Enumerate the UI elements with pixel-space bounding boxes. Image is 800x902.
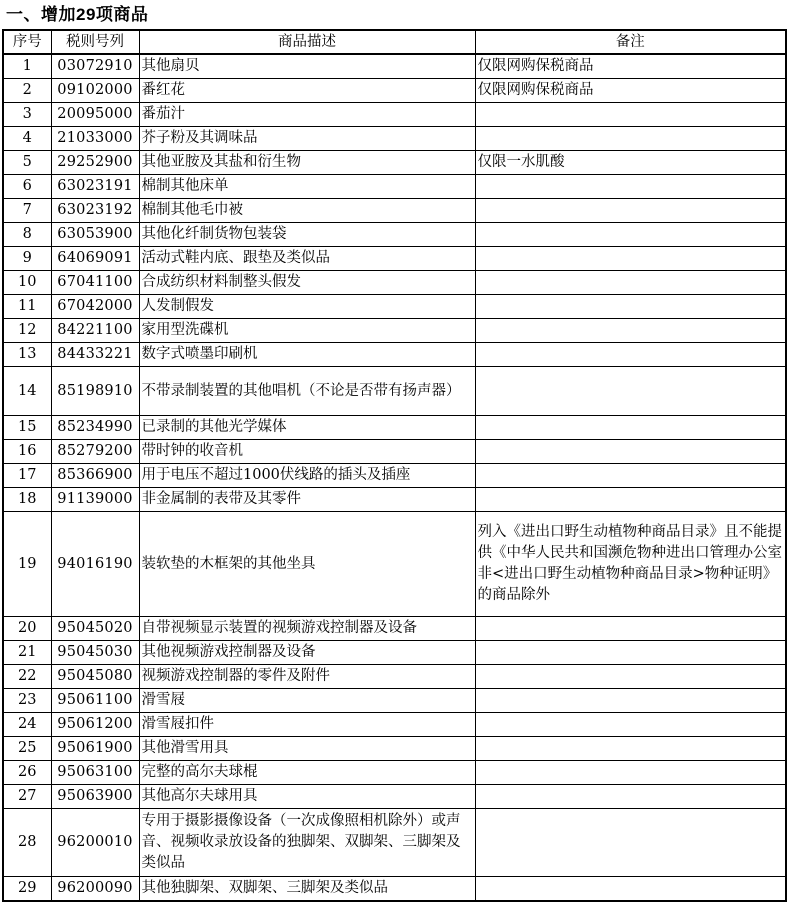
cell-no: 7 xyxy=(3,199,51,223)
cell-code: 95061900 xyxy=(51,737,139,761)
table-row xyxy=(3,665,786,689)
cell-code: 85234990 xyxy=(51,416,139,440)
cell-description: 棉制其他毛巾被 xyxy=(139,199,475,223)
cell-no: 5 xyxy=(3,151,51,175)
cell-description: 其他滑雪用具 xyxy=(139,737,475,761)
cell-no: 6 xyxy=(3,175,51,199)
cell-remark xyxy=(475,809,786,877)
table-row xyxy=(3,151,786,175)
table-row xyxy=(3,127,786,151)
cell-description: 装软垫的木框架的其他坐具 xyxy=(139,512,475,617)
cell-code: 09102000 xyxy=(51,79,139,103)
cell-description: 活动式鞋内底、跟垫及类似品 xyxy=(139,247,475,271)
cell-remark xyxy=(475,343,786,367)
cell-description: 合成纺织材料制整头假发 xyxy=(139,271,475,295)
page-title: 一、增加29项商品 xyxy=(6,5,149,24)
table-row xyxy=(3,223,786,247)
cell-no: 27 xyxy=(3,785,51,809)
cell-remark xyxy=(475,689,786,713)
cell-code: 84433221 xyxy=(51,343,139,367)
cell-code: 63053900 xyxy=(51,223,139,247)
cell-remark xyxy=(475,271,786,295)
cell-remark xyxy=(475,440,786,464)
cell-description: 芥子粉及其调味品 xyxy=(139,127,475,151)
cell-description: 不带录制装置的其他唱机（不论是否带有扬声器） xyxy=(139,367,475,416)
cell-remark xyxy=(475,319,786,343)
cell-code: 03072910 xyxy=(51,54,139,79)
cell-code: 21033000 xyxy=(51,127,139,151)
cell-remark xyxy=(475,464,786,488)
cell-no: 2 xyxy=(3,79,51,103)
cell-description: 家用型洗碟机 xyxy=(139,319,475,343)
cell-remark: 列入《进出口野生动植物种商品目录》且不能提供《中华人民共和国濒危物种进出口管理办公室非<进出口野生动植物种商品目录>物种证明》的商品除外 xyxy=(475,512,786,617)
cell-no: 21 xyxy=(3,641,51,665)
cell-description: 滑雪屐扣件 xyxy=(139,713,475,737)
cell-description: 用于电压不超过1000伏线路的插头及插座 xyxy=(139,464,475,488)
cell-code: 95061200 xyxy=(51,713,139,737)
table-row xyxy=(3,689,786,713)
table-row xyxy=(3,175,786,199)
cell-remark xyxy=(475,617,786,641)
cell-remark xyxy=(475,877,786,902)
cell-remark xyxy=(475,367,786,416)
cell-code: 95063900 xyxy=(51,785,139,809)
table-row xyxy=(3,809,786,877)
cell-remark xyxy=(475,295,786,319)
cell-description: 人发制假发 xyxy=(139,295,475,319)
cell-remark xyxy=(475,641,786,665)
cell-code: 95045030 xyxy=(51,641,139,665)
cell-no: 13 xyxy=(3,343,51,367)
cell-description: 视频游戏控制器的零件及附件 xyxy=(139,665,475,689)
cell-no: 17 xyxy=(3,464,51,488)
cell-description: 其他亚胺及其盐和衍生物 xyxy=(139,151,475,175)
table-row xyxy=(3,713,786,737)
cell-remark xyxy=(475,247,786,271)
cell-description: 专用于摄影摄像设备（一次成像照相机除外）或声音、视频收录放设备的独脚架、双脚架、三脚架及类似品 xyxy=(139,809,475,877)
table-row xyxy=(3,785,786,809)
cell-no: 26 xyxy=(3,761,51,785)
cell-description: 其他独脚架、双脚架、三脚架及类似品 xyxy=(139,877,475,902)
cell-code: 85279200 xyxy=(51,440,139,464)
table-row xyxy=(3,319,786,343)
cell-no: 28 xyxy=(3,809,51,877)
cell-description: 数字式喷墨印刷机 xyxy=(139,343,475,367)
table-row xyxy=(3,54,786,79)
cell-code: 95063100 xyxy=(51,761,139,785)
column-header-no: 序号 xyxy=(3,30,51,54)
cell-code: 63023192 xyxy=(51,199,139,223)
cell-code: 95045020 xyxy=(51,617,139,641)
cell-no: 12 xyxy=(3,319,51,343)
cell-description: 其他视频游戏控制器及设备 xyxy=(139,641,475,665)
cell-remark xyxy=(475,199,786,223)
cell-code: 67042000 xyxy=(51,295,139,319)
cell-code: 63023191 xyxy=(51,175,139,199)
table-row xyxy=(3,440,786,464)
table-row xyxy=(3,343,786,367)
cell-no: 29 xyxy=(3,877,51,902)
table-row xyxy=(3,103,786,127)
cell-description: 自带视频显示装置的视频游戏控制器及设备 xyxy=(139,617,475,641)
column-header-description: 商品描述 xyxy=(139,30,475,54)
cell-code: 67041100 xyxy=(51,271,139,295)
cell-remark xyxy=(475,103,786,127)
table-row xyxy=(3,199,786,223)
cell-description: 其他扇贝 xyxy=(139,54,475,79)
table-row xyxy=(3,295,786,319)
cell-no: 14 xyxy=(3,367,51,416)
cell-description: 完整的高尔夫球棍 xyxy=(139,761,475,785)
cell-no: 15 xyxy=(3,416,51,440)
table-row xyxy=(3,512,786,617)
cell-code: 85366900 xyxy=(51,464,139,488)
cell-remark xyxy=(475,737,786,761)
table-row xyxy=(3,617,786,641)
cell-remark xyxy=(475,761,786,785)
cell-remark xyxy=(475,665,786,689)
table-row xyxy=(3,877,786,902)
table-header-row xyxy=(3,30,786,54)
table-row xyxy=(3,761,786,785)
cell-remark xyxy=(475,175,786,199)
table-row xyxy=(3,737,786,761)
table-row xyxy=(3,464,786,488)
cell-remark xyxy=(475,785,786,809)
cell-remark xyxy=(475,127,786,151)
cell-no: 20 xyxy=(3,617,51,641)
cell-description: 棉制其他床单 xyxy=(139,175,475,199)
cell-remark: 仅限一水肌酸 xyxy=(475,151,786,175)
table-row xyxy=(3,79,786,103)
cell-description: 其他高尔夫球用具 xyxy=(139,785,475,809)
cell-description: 非金属制的表带及其零件 xyxy=(139,488,475,512)
table-row xyxy=(3,416,786,440)
cell-code: 20095000 xyxy=(51,103,139,127)
cell-code: 91139000 xyxy=(51,488,139,512)
cell-no: 10 xyxy=(3,271,51,295)
column-header-remark: 备注 xyxy=(475,30,786,54)
cell-no: 24 xyxy=(3,713,51,737)
cell-no: 3 xyxy=(3,103,51,127)
cell-no: 1 xyxy=(3,54,51,79)
cell-no: 4 xyxy=(3,127,51,151)
cell-no: 11 xyxy=(3,295,51,319)
cell-code: 29252900 xyxy=(51,151,139,175)
cell-description: 番红花 xyxy=(139,79,475,103)
table-row xyxy=(3,247,786,271)
cell-code: 94016190 xyxy=(51,512,139,617)
cell-remark xyxy=(475,223,786,247)
cell-remark xyxy=(475,488,786,512)
cell-code: 96200090 xyxy=(51,877,139,902)
table-row xyxy=(3,367,786,416)
cell-description: 带时钟的收音机 xyxy=(139,440,475,464)
cell-remark: 仅限网购保税商品 xyxy=(475,79,786,103)
cell-no: 9 xyxy=(3,247,51,271)
cell-code: 64069091 xyxy=(51,247,139,271)
cell-code: 96200010 xyxy=(51,809,139,877)
table-header xyxy=(3,30,786,54)
table-row xyxy=(3,488,786,512)
cell-remark: 仅限网购保税商品 xyxy=(475,54,786,79)
column-header-code: 税则号列 xyxy=(51,30,139,54)
cell-code: 84221100 xyxy=(51,319,139,343)
cell-code: 95061100 xyxy=(51,689,139,713)
table-body xyxy=(3,54,786,901)
cell-code: 85198910 xyxy=(51,367,139,416)
table-row xyxy=(3,641,786,665)
cell-no: 8 xyxy=(3,223,51,247)
cell-no: 25 xyxy=(3,737,51,761)
cell-remark xyxy=(475,713,786,737)
cell-description: 滑雪屐 xyxy=(139,689,475,713)
cell-description: 已录制的其他光学媒体 xyxy=(139,416,475,440)
table-row xyxy=(3,271,786,295)
cell-no: 23 xyxy=(3,689,51,713)
cell-no: 18 xyxy=(3,488,51,512)
cell-no: 22 xyxy=(3,665,51,689)
cell-description: 番茄汁 xyxy=(139,103,475,127)
cell-code: 95045080 xyxy=(51,665,139,689)
cell-remark xyxy=(475,416,786,440)
goods-table xyxy=(2,29,787,902)
cell-no: 19 xyxy=(3,512,51,617)
cell-description: 其他化纤制货物包装袋 xyxy=(139,223,475,247)
cell-no: 16 xyxy=(3,440,51,464)
